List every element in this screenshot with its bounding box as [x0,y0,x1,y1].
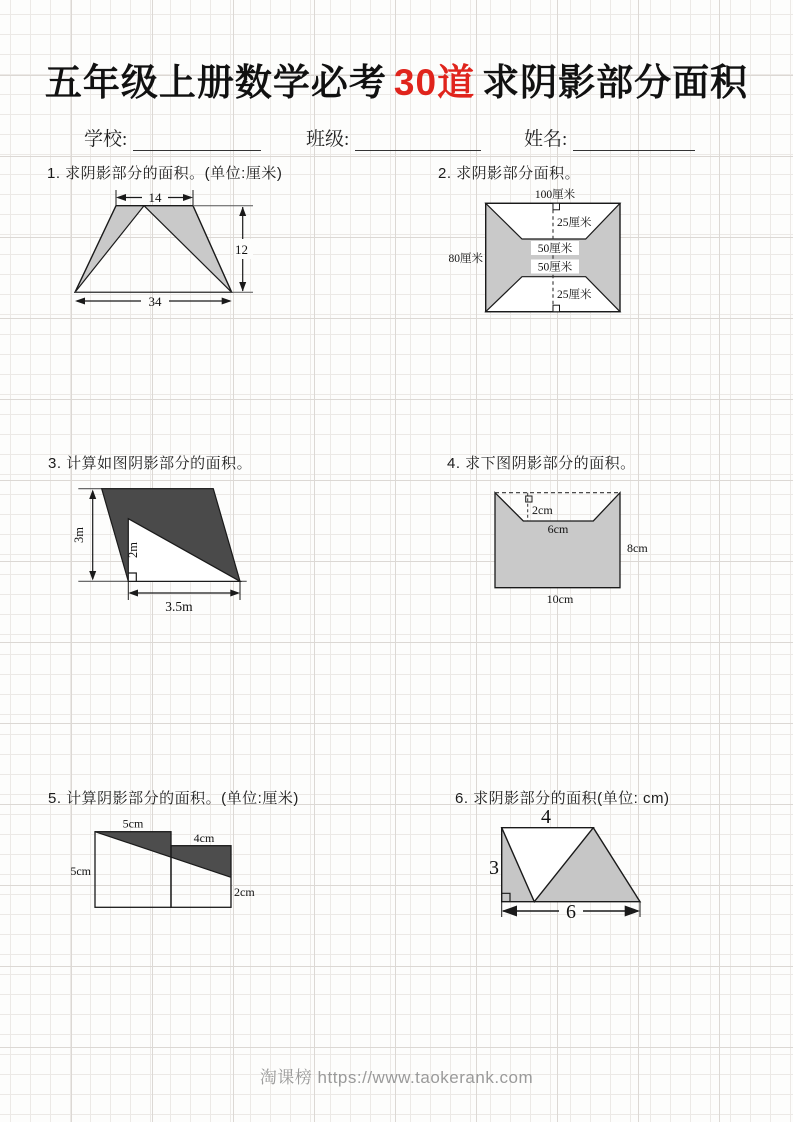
p4-right-angle-mark [526,496,532,502]
p4-label-notch-base: 6cm [547,522,569,536]
p4-label-notch-depth: 2cm [532,503,553,517]
p2-label-top-seg: 25厘米 [557,217,592,229]
footer-watermark: 淘课榜 https://www.taokerank.com [259,1068,534,1087]
p3-arrowhead [128,590,138,597]
title-prefix: 五年级上册数学必考 [44,62,387,103]
problem-3-text: 3. 计算如图阴影部分的面积。 [48,455,253,472]
class-field [306,124,481,151]
p2-right-angle-mark-bottom [553,305,560,312]
p5-label-square-top: 5cm [122,816,144,831]
title-suffix: 求阴影部分面积 [482,62,749,103]
p1-arrowhead [116,194,126,201]
p2-label-mid-seg1: 50厘米 [537,243,573,255]
school-blank-line [133,132,261,151]
p1-arrowhead [183,194,193,201]
name-label: 姓名: [524,129,568,150]
p2-label-left-height: 80厘米 [448,253,483,265]
p5-label-rect-right: 2cm [234,885,255,899]
p4-label-bottom-width: 10cm [546,592,574,606]
p5-shaded-quad [171,846,231,878]
problem-6-text: 6. 求阴影部分的面积(单位: cm) [455,790,670,807]
p2-label-width: 100厘米 [534,189,576,201]
problem-4-text: 4. 求下图阴影部分的面积。 [447,455,636,472]
p1-arrowhead [222,298,232,305]
p3-arrowhead [89,571,96,581]
p3-arrowhead [230,590,240,597]
p2-label-bottom-seg: 25厘米 [557,289,592,301]
p3-label-inner-height: 2m [126,542,140,558]
figure-5-square-rectangle [70,815,270,920]
title-highlight-count: 30道 [393,62,476,103]
p4-shaded-shape [495,493,620,588]
p3-arrowhead [89,490,96,500]
figure-6-trapezoid [485,805,665,930]
figure-4-notched-rectangle [480,485,660,610]
p1-label-top-width: 14 [148,190,162,205]
p6-label-top: 4 [541,806,551,828]
p1-arrowhead [239,207,246,216]
p1-arrowhead [75,298,85,305]
school-label: 学校: [84,129,128,150]
class-label: 班级: [306,129,350,150]
problem-2-text: 2. 求阴影部分面积。 [438,165,581,182]
figure-3-parallelogram [70,478,280,623]
header-fields [0,124,793,154]
name-blank-line [573,132,695,151]
p2-label-mid-seg2: 50厘米 [537,261,573,274]
page-title [0,52,793,106]
problem-5-text: 5. 计算阴影部分的面积。(单位:厘米) [48,790,299,807]
p5-label-rect-top: 4cm [193,831,215,845]
p3-label-height: 3m [72,527,86,543]
p1-label-height: 12 [235,242,248,257]
figure-1-trapezoid [60,188,260,313]
p3-label-base: 3.5m [165,599,193,614]
school-field [84,124,261,151]
name-field [524,124,695,151]
class-blank-line [355,132,481,151]
p6-arrowhead [625,906,640,917]
problem-1-text: 1. 求阴影部分的面积。(单位:厘米) [47,165,283,182]
p2-right-angle-mark-top [553,203,560,210]
p1-arrowhead [239,282,246,292]
p6-label-bottom: 6 [566,901,576,923]
p4-label-right-height: 8cm [627,541,648,555]
figure-2-rectangle [430,185,665,333]
p6-label-left: 3 [489,857,499,879]
p6-arrowhead [502,906,517,917]
p1-label-bottom-width: 34 [148,294,162,309]
p5-label-square-left: 5cm [70,864,91,878]
